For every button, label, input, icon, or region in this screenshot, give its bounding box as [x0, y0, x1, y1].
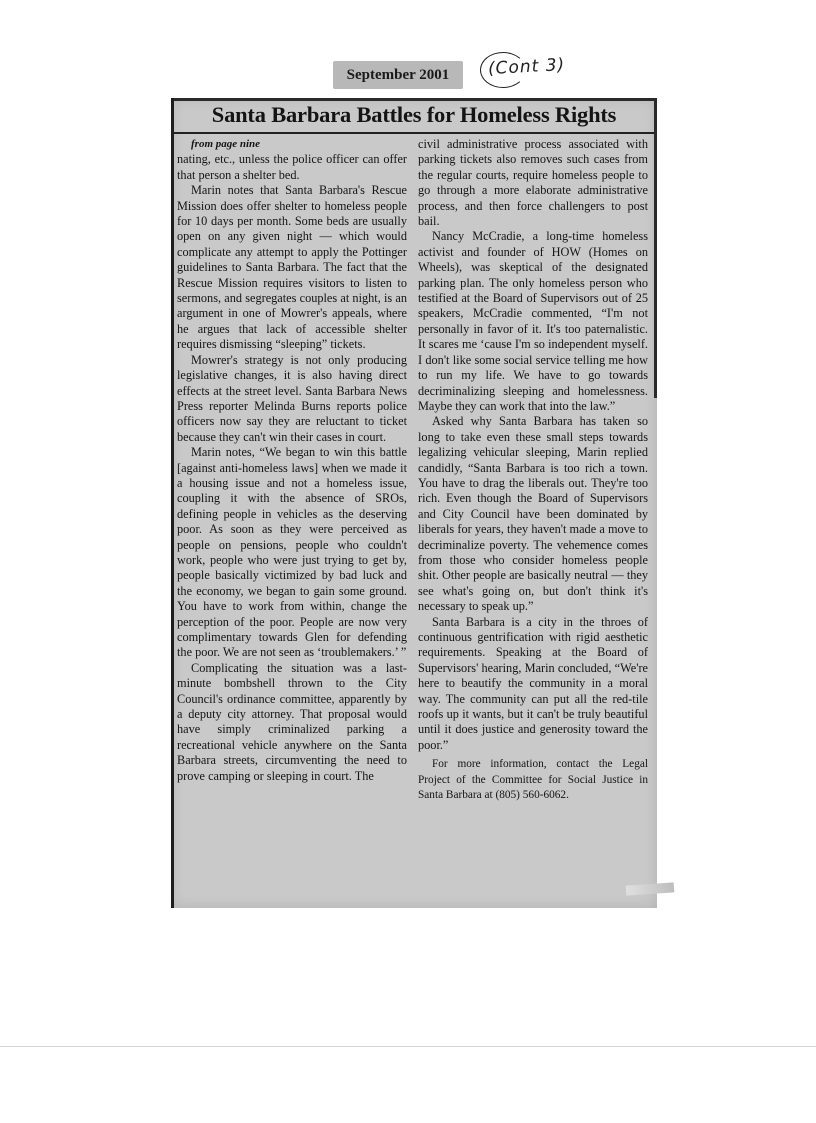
article-column-left	[177, 137, 407, 784]
article-column-right	[418, 137, 648, 803]
paragraph: Santa Barbara is a city in the throes of continuous gentrification with rigid aesthetic requirements. Speaking at the Board of Supervisors' hearing, Marin concluded, “We're here to beautify the community in a moral way. The community can put all the red-tile roofs up it wants, but it can't be truly beautiful until it does justice and generosity toward the poor.”	[418, 614, 648, 752]
paragraph: civil administrative process associated with parking tickets also removes such cases from the regular courts, require homeless people to go through a more elaborate administrative process, and then force challengers to post bail.	[418, 137, 648, 229]
contact-note: For more information, contact the Legal Project of the Committee for Social Justice in Santa Barbara at (805) 560-6062.	[418, 758, 648, 802]
paragraph: Asked why Santa Barbara has taken so long to take even these small steps towards legalizing vehicular sleeping, Marin replied candidly, “Santa Barbara is too rich a town. You have to drag the liberals out. They're too rich. Even though the Board of Supervisors and City Council have been dominated by liberals for years, they haven't made a move to decriminalize poverty. The vehemence comes from those who consider homeless people shit. Other people are basically neutral — they see what's going on, but don't think it's necessary to speak up.”	[418, 414, 648, 614]
date-label: September 2001	[333, 61, 463, 89]
paragraph: Nancy McCradie, a long-time homeless activist and founder of HOW (Homes on Wheels), was skeptical of the designated parking plan. The only homeless person who testified at the Board of Supervisors out of 25 speakers, McCradie commented, “I'm not personally in favor of it. It's too paternalistic. It scares me ‘cause I'm so independent myself. I don't like some social service telling me how to run my life. We have to go towards decriminalizing sleeping and homelessness. Maybe they can work that into the law.”	[418, 229, 648, 413]
paragraph: Marin notes, “We began to win this battle [against anti-homeless laws] when we made it a housing issue and not a homeless issue, coupling it with the absence of SROs, defining people in vehicles as the deserving poor. As soon as they were perceived as people on pensions, people who couldn't work, people who were just trying to get by, people basically victimized by bad luck and the economy, we began to gain some ground. You have to work from within, change the perception of the poor. People are now very complimentary towards Glen for defending the poor. We are not seen as ‘troublemakers.’ ”	[177, 445, 407, 660]
clipping-edge-left	[171, 98, 174, 908]
page-fold-line	[0, 1046, 816, 1047]
handwritten-note: (Cont 3)	[487, 54, 566, 80]
paragraph: Mowrer's strategy is not only producing legislative changes, it is also having direct effects at the street level. Santa Barbara News Press reporter Melinda Burns reports police officers now say they are reluctant to ticket because they can't win their cases in court.	[177, 352, 407, 444]
paragraph: Marin notes that Santa Barbara's Rescue Mission does offer shelter to homeless people for 10 days per month. Some beds are usually open on any given night — which would complicate any attempt to apply the Pottinger guidelines to Santa Barbara. The fact that the Rescue Mission requires visitors to listen to sermons, and segregates couples at night, is an argument in one of Mowrer's appeals, where he argues that lack of accessible shelter requires dismissing “sleeping” tickets.	[177, 183, 407, 352]
scan-corner-mark	[626, 882, 675, 895]
article-headline: Santa Barbara Battles for Homeless Rights	[211, 102, 617, 127]
paragraph: Complicating the situation was a last-minute bombshell thrown to the City Council's ordinance committee, apparently by a deputy city attorney. That proposal would have simply criminalized parking a recreational vehicle anywhere on the Santa Barbara streets, circumventing the need to prove camping or sleeping in court. The	[177, 660, 407, 783]
headline-rule	[174, 132, 654, 134]
from-page-label: from page nine	[191, 138, 261, 150]
paragraph: nating, etc., unless the police officer can offer that person a shelter bed.	[177, 152, 407, 182]
clipping-edge-right	[654, 98, 657, 398]
